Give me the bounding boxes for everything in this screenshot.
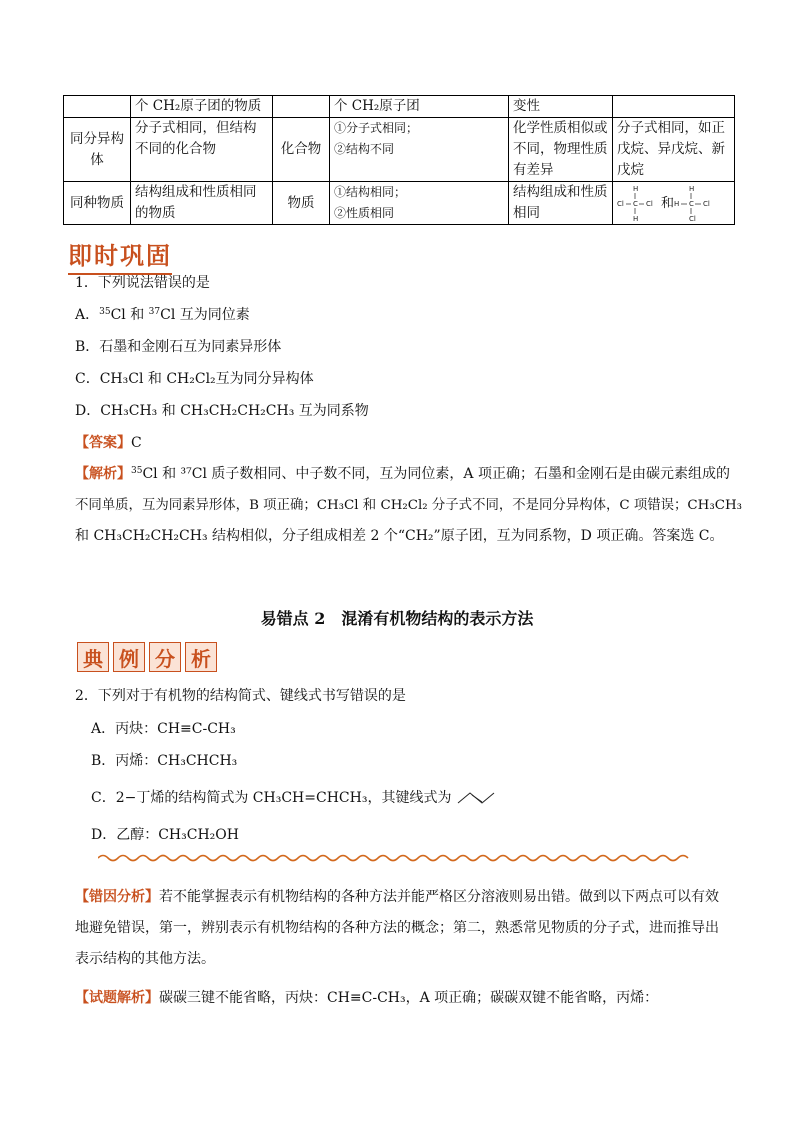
answer-tag: 【答案】 <box>75 435 131 451</box>
svg-text:Cl: Cl <box>689 215 696 223</box>
table-cell: 个 CH₂原子团的物质 <box>131 96 273 118</box>
section-heading: 易错点 2 混淆有机物结构的表示方法 <box>260 609 534 628</box>
table-cell: 化合物 <box>273 118 330 182</box>
table-row <box>64 96 735 118</box>
svg-text:C: C <box>633 200 638 208</box>
table-cell <box>330 182 509 225</box>
joiner-text: 和 <box>661 195 675 211</box>
svg-text:Cl: Cl <box>617 200 624 208</box>
svg-text:H: H <box>689 185 695 193</box>
dichloromethane-structure-image <box>617 183 661 223</box>
solution-tag: 【试题解析】 <box>75 990 159 1006</box>
table-cell: 物质 <box>273 182 330 225</box>
solution-paragraph: 【试题解析】碳碳三键不能省略，丙炔：CH≡C-CH₃，A 项正确；碳碳双键不能省略，丙烯： <box>75 990 659 1006</box>
error-analysis-tag: 【错因分析】 <box>75 889 159 905</box>
skeletal-formula-image <box>456 790 500 806</box>
option-b: B．石墨和金刚石互为同素异形体 <box>75 339 282 355</box>
svg-text:C: C <box>689 200 694 208</box>
table-cell: 分子式相同，但结构不同的化合物 <box>131 118 273 182</box>
option-b: B．丙烯：CH₃CHCH₃ <box>91 753 238 769</box>
question-stem: 1．下列说法错误的是 <box>75 275 210 291</box>
option-a: A．丙炔：CH≡C-CH₃ <box>91 721 236 737</box>
badge-tile: 典 <box>77 642 109 672</box>
error-analysis-paragraph: 【错因分析】若不能掌握表示有机物结构的各种方法并能严格区分溶液则易出错。做到以下两点可以有效 地避免错误，第一，辨别表示有机物结构的各种方法的概念；第二，熟悉常见物质的分子式，进而推导出 表示结构的其他方法。 <box>75 889 719 967</box>
option-d: D．CH₃CH₃ 和 CH₃CH₂CH₂CH₃ 互为同系物 <box>75 403 369 419</box>
condition-line: ②性质相同 <box>334 206 395 220</box>
svg-text:Cl: Cl <box>703 200 710 208</box>
answer-line <box>75 433 142 453</box>
wavy-divider <box>98 853 690 863</box>
table-cell: 分子式相同，如正戊烷、异戊烷、新戊烷 <box>613 118 735 182</box>
section-badge-case-analysis <box>77 642 217 672</box>
svg-text:H: H <box>674 200 680 208</box>
badge-tile: 例 <box>113 642 145 672</box>
svg-text:Cl: Cl <box>646 200 653 208</box>
condition-line: ①分子式相同； <box>334 121 419 135</box>
table-cell <box>613 182 735 225</box>
svg-text:H: H <box>633 185 639 193</box>
table-cell: 同种物质 <box>64 182 131 225</box>
table-cell: 化学性质相似或不同，物理性质有差异 <box>509 118 613 182</box>
table-cell <box>330 118 509 182</box>
question-stem: 2．下列对于有机物的结构简式、键线式书写错误的是 <box>75 688 406 704</box>
table-cell: 同分异构体 <box>64 118 131 182</box>
table-cell: 结构组成和性质相同 <box>509 182 613 225</box>
comparison-table <box>63 95 735 225</box>
option-c: C．2−丁烯的结构简式为 CH₃CH=CHCH₃，其键线式为 <box>91 788 500 808</box>
badge-tile: 分 <box>149 642 181 672</box>
table-cell: 个 CH₂原子团 <box>330 96 509 118</box>
svg-text:H: H <box>633 215 639 223</box>
option-a: A．$^{35}$Cl 和 $^{37}$Cl 互为同位素 <box>75 307 250 323</box>
option-d: D．乙醇：CH₃CH₂OH <box>91 827 239 843</box>
table-cell: 变性 <box>509 96 613 118</box>
section-badge-consolidation: 即时巩固 <box>68 236 172 271</box>
table-row <box>64 118 735 182</box>
condition-line: ②结构不同 <box>334 142 395 156</box>
table-row <box>64 182 735 225</box>
analysis-tag: 【解析】 <box>75 466 131 482</box>
badge-tile: 析 <box>185 642 217 672</box>
answer-value: C <box>131 435 142 451</box>
condition-line: ①结构相同； <box>334 185 407 199</box>
dichloromethane-structure-image <box>674 183 720 223</box>
option-c: C．CH₃Cl 和 CH₂Cl₂互为同分异构体 <box>75 371 314 387</box>
table-cell: 结构组成和性质相同的物质 <box>131 182 273 225</box>
analysis-paragraph: 【解析】$^{35}$Cl 和 ³⁷Cl 质子数相同、中子数不同，互为同位素，A 项正确；石墨和金刚石是由碳元素组成的 不同单质，互为同素异形体，B 项正确；CH₃Cl 和 CH₂Cl₂ 分子式不同，不是同分异构体，C 项错误；CH₃CH₃ 和 CH₃CH₂CH₂CH₃ 结构相似，分子组成相差 2 个“CH₂”原子团，互为同系物，D 项正确。答案选 C。 <box>75 466 743 544</box>
